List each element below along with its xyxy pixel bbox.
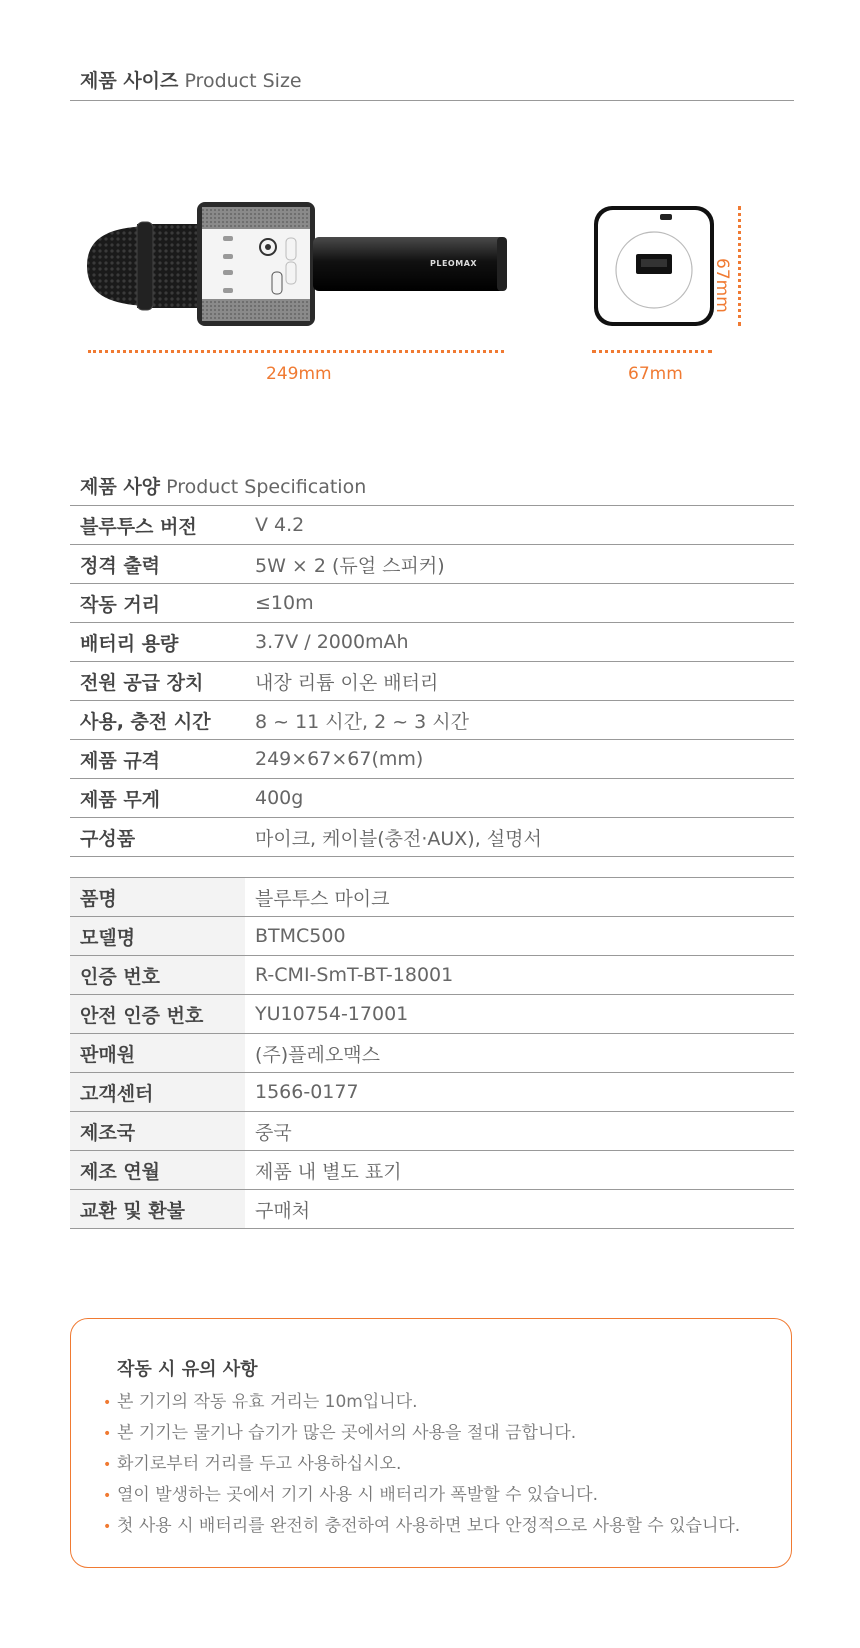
bullet-icon: • [103,1395,112,1411]
info-value: 1566-0177 [245,1073,794,1112]
table-row [70,995,794,1034]
list-item [103,1387,740,1418]
product-info-table [70,877,794,1229]
spec-value: 400g [245,779,794,818]
product-spec-title [80,472,366,499]
list-item [103,1449,740,1480]
caution-notice-title: 작동 시 유의 사항 [117,1359,258,1380]
info-key: 판매원 [70,1034,245,1073]
info-key: 제조국 [70,1112,245,1151]
bullet-icon: • [103,1426,112,1442]
table-row [70,740,794,779]
info-value: (주)플레오맥스 [245,1034,794,1073]
spec-key: 제품 무게 [70,779,245,818]
spec-key: 작동 거리 [70,584,245,623]
list-item [103,1511,740,1542]
spec-key: 제품 규격 [70,740,245,779]
spec-key: 전원 공급 장치 [70,662,245,701]
table-row [70,506,794,545]
notice-text: 본 기기는 물기나 습기가 많은 곳에서의 사용을 절대 금합니다. [117,1423,577,1443]
spec-key: 구성품 [70,818,245,857]
info-key: 모델명 [70,917,245,956]
table-row [70,1190,794,1229]
table-row [70,545,794,584]
info-value: 구매처 [245,1190,794,1229]
spec-key: 배터리 용량 [70,623,245,662]
spec-value: 8 ~ 11 시간, 2 ~ 3 시간 [245,701,794,740]
table-row [70,701,794,740]
info-key: 품명 [70,878,245,917]
spec-key: 정격 출력 [70,545,245,584]
spec-value: 마이크, 케이블(충전·AUX), 설명서 [245,818,794,857]
notice-text: 열이 발생하는 곳에서 기기 사용 시 배터리가 폭발할 수 있습니다. [117,1485,599,1505]
table-row [70,662,794,701]
list-item [103,1480,740,1511]
product-size-title-en: Product Size [184,70,302,92]
info-value: R-CMI-SmT-BT-18001 [245,956,794,995]
notice-text: 본 기기의 작동 유효 거리는 10m입니다. [117,1392,418,1412]
table-row [70,779,794,818]
table-row [70,623,794,662]
info-value: 제품 내 별도 표기 [245,1151,794,1190]
microphone-bottom-view-image [592,204,716,328]
spec-value: 내장 리튬 이온 배터리 [245,662,794,701]
caution-notice-list [103,1387,740,1542]
product-spec-title-en: Product Specification [166,476,367,498]
info-value: YU10754-17001 [245,995,794,1034]
table-row [70,584,794,623]
spec-value: 5W × 2 (듀얼 스피커) [245,545,794,584]
spec-value: 3.7V / 2000mAh [245,623,794,662]
product-size-title [80,66,302,93]
info-key: 인증 번호 [70,956,245,995]
info-value: 중국 [245,1112,794,1151]
info-key: 안전 인증 번호 [70,995,245,1034]
info-key: 교환 및 환불 [70,1190,245,1229]
spec-key: 블루투스 버전 [70,506,245,545]
caution-notice-box [70,1318,792,1568]
table-row [70,1073,794,1112]
bullet-icon: • [103,1519,112,1535]
notice-text: 화기로부터 거리를 두고 사용하십시오. [117,1454,402,1474]
product-size-title-ko: 제품 사이즈 [80,70,179,92]
info-key: 제조 연월 [70,1151,245,1190]
width-dimension-line [592,350,712,353]
width-dimension-label: 67mm [628,364,683,384]
spec-table [70,505,794,857]
table-row [70,956,794,995]
table-row [70,878,794,917]
spec-value: V 4.2 [245,506,794,545]
product-spec-title-ko: 제품 사양 [80,476,161,498]
length-dimension-line [88,350,504,353]
spec-key: 사용, 충전 시간 [70,701,245,740]
table-row [70,1112,794,1151]
info-value: BTMC500 [245,917,794,956]
height-dimension-label: 67mm [712,258,732,313]
notice-text: 첫 사용 시 배터리를 완전히 충전하여 사용하면 보다 안정적으로 사용할 수 있습니다. [117,1516,741,1536]
bullet-icon: • [103,1457,112,1473]
brand-mark: PLEOMAX [430,259,478,268]
table-row [70,1034,794,1073]
height-dimension-line [738,206,741,326]
info-key: 고객센터 [70,1073,245,1112]
title-divider [70,100,794,101]
bullet-icon: • [103,1488,112,1504]
spec-value: ≤10m [245,584,794,623]
table-row [70,818,794,857]
spec-value: 249×67×67(mm) [245,740,794,779]
length-dimension-label: 249mm [266,364,332,384]
list-item [103,1418,740,1449]
table-row [70,1151,794,1190]
info-value: 블루투스 마이크 [245,878,794,917]
table-row [70,917,794,956]
